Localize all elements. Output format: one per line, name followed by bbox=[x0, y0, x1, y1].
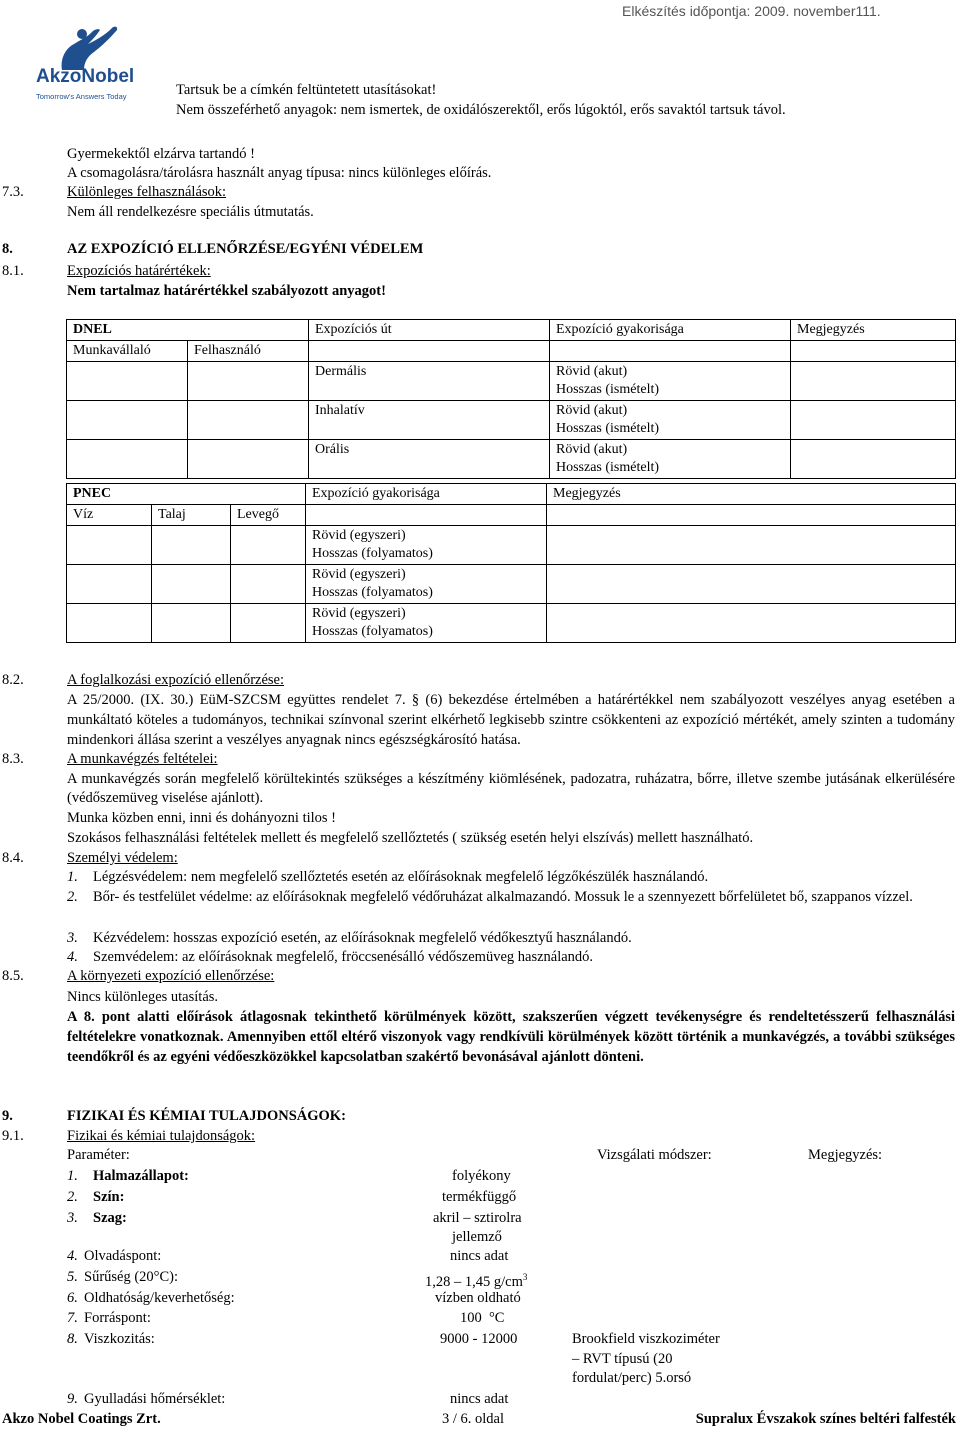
ppe-item-text: Kézvédelem: hosszas expozíció esetén, az előírásoknak megfelelő védőkesztyű használandó. bbox=[93, 930, 632, 946]
dnel-frequency bbox=[550, 401, 791, 440]
note-header: Megjegyzés: bbox=[808, 1147, 883, 1163]
section-8-3-line-2: Munka közben enni, inni és dohányozni tilos ! bbox=[67, 810, 337, 826]
storage-line-3: Gyermekektől elzárva tartandó ! bbox=[67, 146, 256, 162]
ppe-item-text: Légzésvédelem: nem megfelelő szellőztetés esetén az előírásoknak megfelelő légzőkészülék használandó. bbox=[93, 869, 709, 885]
density-value: 1,28 – 1,45 g/cm bbox=[425, 1273, 523, 1290]
freq-long: Hosszas (folyamatos) bbox=[312, 585, 433, 600]
dnel-route-header: Expozíciós út bbox=[309, 320, 550, 341]
section-8-2-text: A 25/2000. (IX. 30.) EüM-SZCSM együttes rendelet 7. § (6) bekezdése értelmében a határértékkel nem szabályozott veszélyes anyag esetében a munkáltató köteles a tudományos, technikai színvonal szerint elkérhető legkisebb szintre csökkenteni az expozíció mértékét, amely szinten a tudomány mindenkori állása szerint a veszélyes anyagnak nincs egészségkárosító hatása. bbox=[67, 692, 955, 748]
prop-label: Szag: bbox=[93, 1210, 127, 1226]
prop-label: Halmazállapot: bbox=[93, 1168, 189, 1184]
prop-value: nincs adat bbox=[450, 1391, 509, 1407]
ppe-item-text: Bőr- és testfelület védelme: az előírásoknak megfelelő védőruházat alkalmazandó. Mossuk le a szennyezett bőrfelületet bő, szappanos vízzel. bbox=[93, 889, 913, 905]
pnec-soil-header: Talaj bbox=[152, 505, 231, 526]
prop-value: akril – sztirolra bbox=[433, 1210, 522, 1226]
prop-number: 7. bbox=[67, 1310, 78, 1326]
logo-tagline: Tomorrow's Answers Today bbox=[36, 92, 127, 101]
freq-short: Rövid (akut) bbox=[556, 442, 628, 457]
section-8-3-text: A munkavégzés során megfelelő körültekintés szükséges a készítmény kiömlésének, padozatra, ruházatra, bőrre, illetve szembe jutásának elkerülésére (védőszemüveg viselése ajánlott). bbox=[67, 771, 955, 806]
dnel-route: Orális bbox=[309, 440, 550, 479]
section-8-1-text: Nem tartalmaz határértékkel szabályozott anyagot! bbox=[67, 283, 386, 299]
prop-method: Brookfield viszkoziméter bbox=[572, 1331, 720, 1347]
section-8-5-title: A környezeti expozíció ellenőrzése: bbox=[67, 968, 275, 984]
section-8-3-line-3: Szokásos felhasználási feltételek mellett és megfelelő szellőztetés ( szükség esetén helyi elszívás) mellett használható. bbox=[67, 830, 754, 846]
freq-long: Hosszas (ismételt) bbox=[556, 460, 660, 475]
prop-number: 2. bbox=[67, 1189, 78, 1205]
prop-value bbox=[425, 1268, 527, 1291]
section-8-5-note: A 8. pont alatti előírások átlagosnak tekinthető körülmények között, szakszerűen végzett tevékenységre és rendeltetésszerű felhasználási feltételekre vonatkoznak. Amennyiben ettől eltérő viszonyok vagy rendkívüli körülmények között történik a munkavégzés, a további szükséges teendőkről és az egyéni védőeszközökkel kapcsolatban szakértő bevonásával ajánlott dönteni. bbox=[67, 1009, 955, 1065]
dnel-frequency bbox=[550, 440, 791, 479]
storage-line-4: A csomagolásra/tárolásra használt anyag típusa: nincs különleges előírás. bbox=[67, 165, 492, 181]
ppe-item-number: 4. bbox=[67, 949, 78, 965]
prop-method: – RVT típusú (20 bbox=[572, 1351, 673, 1367]
pnec-note-header: Megjegyzés bbox=[547, 484, 956, 505]
pnec-frequency-header: Expozíció gyakorisága bbox=[306, 484, 547, 505]
prop-number: 3. bbox=[67, 1210, 78, 1226]
prop-method: fordulat/perc) 5.orsó bbox=[572, 1370, 692, 1386]
section-8-1-number: 8.1. bbox=[2, 263, 24, 279]
ppe-item-number: 3. bbox=[67, 930, 78, 946]
prop-label: Gyulladási hőmérséklet: bbox=[84, 1391, 226, 1407]
prop-value: folyékony bbox=[452, 1168, 511, 1184]
dnel-frequency-header: Expozíció gyakorisága bbox=[550, 320, 791, 341]
footer-page-number: 3 / 6. oldal bbox=[442, 1411, 505, 1427]
prop-value: 100 °C bbox=[460, 1310, 505, 1326]
prop-label: Olvadáspont: bbox=[84, 1248, 162, 1264]
freq-short: Rövid (egyszeri) bbox=[312, 567, 406, 582]
dnel-note-header: Megjegyzés bbox=[791, 320, 956, 341]
footer-product: Supralux Évszakok színes beltéri falfesték bbox=[695, 1411, 956, 1427]
section-8-1-title: Expozíciós határértékek: bbox=[67, 263, 211, 279]
freq-long: Hosszas (ismételt) bbox=[556, 421, 660, 436]
prop-label: Oldhatóság/keverhetőség: bbox=[84, 1290, 235, 1306]
prop-number: 9. bbox=[67, 1391, 78, 1407]
prop-value-cont: jellemző bbox=[452, 1229, 502, 1245]
section-9-1-title: Fizikai és kémiai tulajdonságok: bbox=[67, 1128, 256, 1144]
footer-company: Akzo Nobel Coatings Zrt. bbox=[2, 1411, 161, 1427]
section-7-3-title: Különleges felhasználások: bbox=[67, 184, 227, 200]
freq-short: Rövid (egyszeri) bbox=[312, 528, 406, 543]
section-9-title: FIZIKAI ÉS KÉMIAI TULAJDONSÁGOK: bbox=[67, 1108, 346, 1124]
dnel-route: Inhalatív bbox=[309, 401, 550, 440]
prop-label: Viszkozitás: bbox=[84, 1331, 155, 1347]
ppe-item-number: 2. bbox=[67, 889, 78, 905]
ppe-item-text: Szemvédelem: az előírásoknak megfelelő, fröccsenésálló védőszemüveg használandó. bbox=[93, 949, 594, 965]
prop-number: 1. bbox=[67, 1168, 78, 1184]
pnec-header: PNEC bbox=[67, 484, 306, 505]
section-8-2-number: 8.2. bbox=[2, 672, 24, 688]
freq-long: Hosszas (ismételt) bbox=[556, 382, 660, 397]
dnel-user-header: Felhasználó bbox=[188, 341, 309, 362]
freq-short: Rövid (akut) bbox=[556, 364, 628, 379]
dnel-frequency bbox=[550, 362, 791, 401]
section-8-4-title: Személyi védelem: bbox=[67, 850, 178, 866]
dnel-header: DNEL bbox=[67, 320, 309, 341]
prop-value: nincs adat bbox=[450, 1248, 509, 1264]
pnec-frequency bbox=[306, 604, 547, 643]
dnel-table bbox=[66, 319, 956, 479]
prop-number: 6. bbox=[67, 1290, 78, 1306]
section-8-3-number: 8.3. bbox=[2, 751, 24, 767]
section-7-3-number: 7.3. bbox=[2, 184, 24, 200]
prop-value: 9000 - 12000 bbox=[440, 1331, 518, 1347]
param-header: Paraméter: bbox=[67, 1147, 130, 1163]
akzonobel-logo bbox=[22, 18, 142, 108]
storage-line-2: Nem összeférhető anyagok: nem ismertek, de oxidálószerektől, erős lúgoktól, erős savaktól tartsuk távol. bbox=[176, 102, 786, 118]
prop-label: Szín: bbox=[93, 1189, 125, 1205]
storage-line-1: Tartsuk be a címkén feltüntetett utasításokat! bbox=[176, 82, 437, 98]
section-8-5-number: 8.5. bbox=[2, 968, 24, 984]
prop-value: vízben oldható bbox=[435, 1290, 521, 1306]
prop-number: 8. bbox=[67, 1331, 78, 1347]
pnec-water-header: Víz bbox=[67, 505, 152, 526]
pnec-air-header: Levegő bbox=[231, 505, 306, 526]
section-8-title: AZ EXPOZÍCIÓ ELLENŐRZÉSE/EGYÉNI VÉDELEM bbox=[67, 241, 424, 257]
section-7-3-text: Nem áll rendelkezésre speciális útmutatás. bbox=[67, 204, 314, 220]
logo-brand: AkzoNobel bbox=[36, 66, 135, 87]
density-exponent: 3 bbox=[522, 1272, 528, 1282]
section-8-2-title: A foglalkozási expozíció ellenőrzése: bbox=[67, 672, 285, 688]
freq-long: Hosszas (folyamatos) bbox=[312, 624, 433, 639]
section-8-number: 8. bbox=[2, 241, 13, 257]
section-8-4-number: 8.4. bbox=[2, 850, 24, 866]
section-9-number: 9. bbox=[2, 1108, 13, 1124]
dnel-worker-header: Munkavállaló bbox=[67, 341, 188, 362]
freq-short: Rövid (egyszeri) bbox=[312, 606, 406, 621]
freq-long: Hosszas (folyamatos) bbox=[312, 546, 433, 561]
method-header: Vizsgálati módszer: bbox=[597, 1147, 712, 1163]
section-9-1-number: 9.1. bbox=[2, 1128, 24, 1144]
section-8-5-text: Nincs különleges utasítás. bbox=[67, 989, 219, 1005]
prop-number: 5. bbox=[67, 1269, 78, 1285]
dnel-route: Dermális bbox=[309, 362, 550, 401]
section-8-3-title: A munkavégzés feltételei: bbox=[67, 751, 218, 767]
ppe-item-number: 1. bbox=[67, 869, 78, 885]
prop-number: 4. bbox=[67, 1248, 78, 1264]
prop-value: termékfüggő bbox=[442, 1189, 517, 1205]
pnec-frequency bbox=[306, 565, 547, 604]
prop-label: Sűrűség (20°C): bbox=[84, 1269, 179, 1285]
date-line: Elkészítés időpontja: 2009. november111. bbox=[622, 3, 881, 19]
prop-label: Forráspont: bbox=[84, 1310, 151, 1326]
pnec-table bbox=[66, 483, 956, 643]
pnec-frequency bbox=[306, 526, 547, 565]
freq-short: Rövid (akut) bbox=[556, 403, 628, 418]
